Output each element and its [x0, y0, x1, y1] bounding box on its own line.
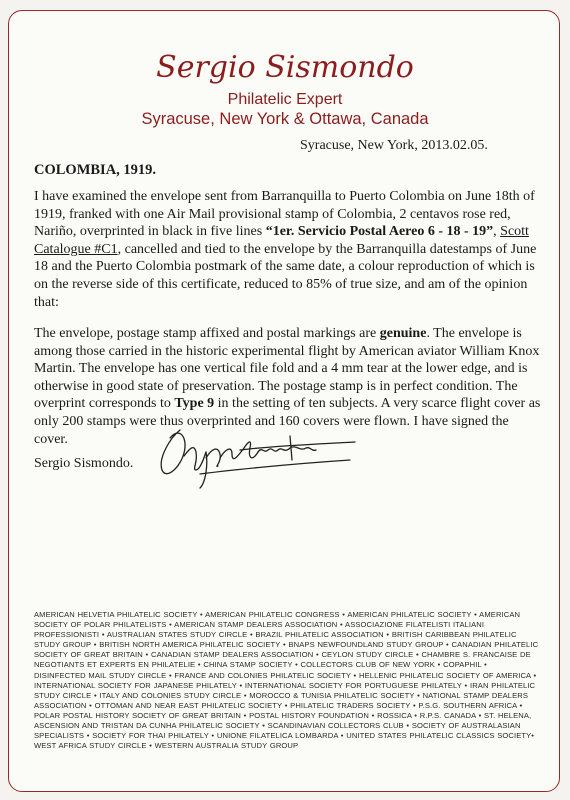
signer-name: Sergio Sismondo. [34, 456, 134, 471]
p2-text-a: The envelope, postage stamp affixed and postal markings are [34, 326, 380, 341]
p2-text-b: . The envelope is among those carried in the historic experimental flight by American aviator William Knox Martin. The envelope has one vertical file fold and a 4 mm tear at the lower edge, and is otherwise in good state of preservation. The postage stamp is in perfect condition. The overprint corresponds to [34, 326, 540, 412]
catalogue-reference: Scott Catalogue #C1 [34, 224, 529, 257]
expert-location: Syracuse, New York & Ottawa, Canada [141, 110, 429, 128]
p1-text-b: , [493, 224, 501, 240]
verdict-genuine: genuine [379, 326, 427, 341]
expert-role: Philatelic Expert [227, 91, 343, 108]
place-date: Syracuse, New York, 2013.02.05. [300, 138, 488, 153]
p1-text-c: , cancelled and tied to the envelope by the Barranquilla datestamps of June 18 and the Puerto Colombia postmark of the same date, a colour reproduction of which is on the reverse side of this certificate, reduced to 85% of true size, and am of the opinion that: [34, 241, 537, 310]
overprint-text: “1er. Servicio Postal Aereo 6 - 18 - 19” [265, 224, 494, 240]
associations-list: AMERICAN HELVETIA PHILATELIC SOCIETY • AMERICAN PHILATELIC CONGRESS • AMERICAN PHILATELIC SOCIETY • AMERICAN SOCIETY OF POLAR PHILATELISTS • AMERICAN STAMP DEALERS ASSOCIATION • ASSOCIAZIONE FILATELISTI ITALIANI PROFESSIONISTI • AUSTRALIAN STATES STUDY CIRCLE • BRAZIL PHILATELIC ASSOCIATION • BRITISH CARIBBEAN PHILATELIC STUDY GROUP • BRITISH NORTH AMERICA PHILATELIC SOCIETY • BNAPS NEWFOUNDLAND STUDY GROUP • CANADIAN PHILATELIC SOCIETY OF GREAT BRITAIN • CANADIAN STAMP DEALERS ASSOCIATION • CEYLON STUDY CIRCLE • CHAMBRE S. FRANCAISE DE NEGOTIANTS ET EXPERTS EN PHILATELIE • CHINA STAMP SOCIETY • COLLECTORS CLUB OF NEW YORK • COPAPHIL • DISINFECTED MAIL STUDY CIRCLE • FRANCE AND COLONIES PHILATELIC SOCIETY • HELLENIC PHILATELIC SOCIETY OF AMERICA • INTERNATIONAL SOCIETY FOR JAPANESE PHILATELY • INTERNATIONAL SOCIETY FOR PORTUGUESE PHILATELY • IRAN PHILATELIC STUDY CIRCLE • ITALY AND COLONIES STUDY CIRCLE • MOROCCO & TUNISIA PHILATELIC SOCIETY • NATIONAL STAMP DEALERS ASSOCIATION • OTTOMAN AND NEAR EAST PHILATELIC SOCIETY • PHILATELIC TRADERS SOCIETY • P.S.G. SOUTHERN AFRICA • POLAR POSTAL HISTORY SOCIETY OF GREAT BRITAIN • POSTAL HISTORY FOUNDATION • ROSSICA • R.P.S. CANADA • ST. HELENA, ASCENSION AND TRISTAN DA CUNHA PHILATELIC SOCIETY • SCANDINAVIAN COLLECTORS CLUB • SOCIETY OF AUSTRALASIAN SPECIALISTS • SOCIETY FOR THAI PHILATELY • UNIONE FILATELICA LOMBARDA • UNITED STATES PHILATELIC CLASSICS SOCIETY• WEST AFRICA STUDY CIRCLE • WESTERN AUSTRALIA STUDY GROUP [34, 610, 539, 751]
expert-name: Sergio Sismondo [156, 50, 414, 85]
handwritten-signature [140, 408, 360, 493]
p2-text-c: in the setting of ten subjects. A very scarce flight cover as only 200 stamps were thus overprinted and 160 covers were flown. I have signed the cover. [34, 396, 541, 447]
examination-paragraph [34, 188, 542, 311]
certificate-title: COLOMBIA, 1919. [34, 162, 157, 178]
overprint-type: Type 9 [174, 396, 215, 412]
p1-text-a: I have examined the envelope sent from Barranquilla to Puerto Colombia on June 18th of 1919, franked with one Air Mail provisional stamp of Colombia, 2 centavos rose red, Nariño, overprinted in black in five lines [34, 189, 535, 240]
